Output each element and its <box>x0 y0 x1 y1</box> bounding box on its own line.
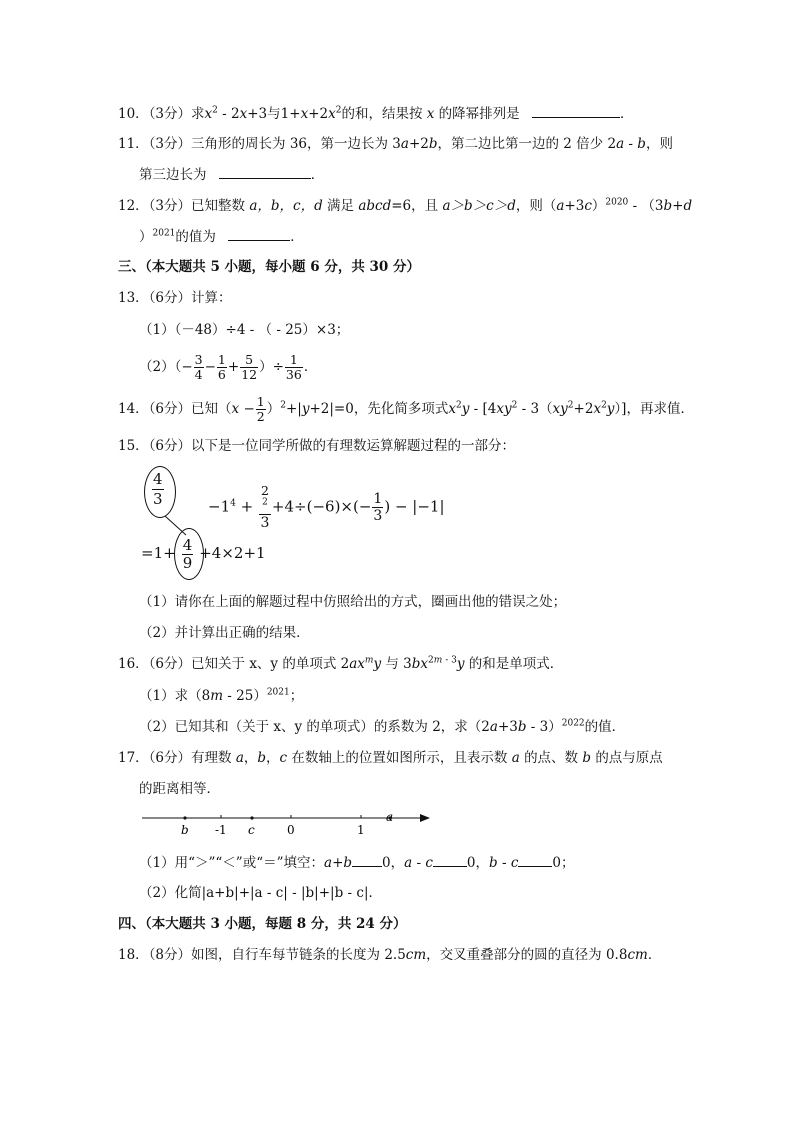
label-c: c <box>248 823 255 837</box>
text: 已知（ <box>191 401 232 417</box>
unit: cm <box>627 947 648 963</box>
section-4-title: 四、（本大题共 3 小题，每题 8 分，共 24 分） <box>118 916 407 932</box>
question-12-line2: ）$^{2021}$的值为 ． <box>139 226 304 247</box>
question-13-part2: （2）（− $\frac{3}{4}$ − $\frac{1}{6}$ + $\frac{5}{12}$ ）÷ $\frac{1}{36}$ ． <box>139 352 318 382</box>
text: - <box>624 136 638 152</box>
text: 第三边长为 <box>139 167 207 183</box>
text: 与 <box>267 106 281 122</box>
question-12: 12．（3分）已知整数 a，b，c，d 满足 abcd=6，且 a＞b＞c＞d，则$(a+3c)^{2020} - (3b+d$ <box>118 197 693 214</box>
score: （3分） <box>148 106 192 122</box>
text: ． <box>290 229 304 245</box>
question-number: 15． <box>118 438 149 454</box>
text: ，再求值． <box>626 401 694 417</box>
denominator: 3 <box>153 490 163 508</box>
question-number: 11． <box>118 136 149 152</box>
text: 的和，结果按 <box>341 106 423 122</box>
fraction <box>372 491 383 524</box>
question-number: 14． <box>118 401 149 417</box>
label-1: 1 <box>357 823 365 837</box>
denominator: 4 <box>194 367 203 382</box>
text: ，则（ <box>515 198 557 214</box>
denominator: 9 <box>182 553 193 572</box>
text: =1+ <box>141 544 176 562</box>
numerator: 5 <box>240 353 258 368</box>
inequality: a＞b＞c＞d <box>442 198 516 214</box>
text: ． <box>303 359 318 375</box>
score: （6分） <box>148 750 192 766</box>
exponent: 2020 <box>605 197 629 208</box>
question-17: 17．（6分）有理数 a，b，c 在数轴上的位置如图所示，且表示数 a 的点、数 b 的点与原点 <box>118 750 663 766</box>
question-16: 16．（6分）已知关于 x、y 的单项式 $2ax^my$ 与 $3bx^{2m - 3}y$ 的和是单项式． <box>118 655 564 672</box>
text: +2 <box>408 136 429 152</box>
text: 先化简多项式 <box>367 401 449 417</box>
text: ． <box>310 167 325 183</box>
text: 0， <box>382 855 405 871</box>
text: 以下是一位同学所做的有理数运算解题过程的一部分： <box>191 438 516 454</box>
text: （1）求（8 <box>139 688 211 704</box>
text: +4÷(−6)×(− <box>271 497 372 516</box>
text: 的点、数 <box>524 750 579 766</box>
text: 满足 <box>327 198 355 214</box>
text: 与 3 <box>385 656 412 672</box>
numerator: 4 <box>182 535 193 554</box>
arrow-icon <box>420 814 430 822</box>
text: −1 <box>208 497 231 516</box>
label-a: a <box>386 810 394 824</box>
text: 如图，自行车每节链条的长度为 2.5 <box>191 947 406 963</box>
score: （6分） <box>148 656 192 672</box>
fraction <box>259 484 271 531</box>
point-b <box>183 816 186 819</box>
text: （1）用“＞”“＜”或“＝”填空： <box>139 855 324 871</box>
text: 三角形的周长为 36，第一边长为 3 <box>191 136 401 152</box>
score: （8分） <box>148 947 192 963</box>
text: 的点与原点 <box>595 750 663 766</box>
fraction <box>182 537 194 572</box>
numerator: 3 <box>194 352 203 367</box>
denominator: 3 <box>373 508 383 524</box>
base: 2 <box>260 483 269 498</box>
section-3-title: 三、（本大题共 5 小题，每小题 6 分，共 30 分） <box>118 259 421 275</box>
question-number: 18． <box>118 947 149 963</box>
question-17-line2: 的距离相等． <box>139 781 220 797</box>
answer-blank[interactable] <box>518 852 552 867</box>
question-13-part1: （1）（－48）÷4 - （ - 25）×3； <box>139 322 350 338</box>
question-14: 14．（6分）已知（x − $\frac{1}{2}$ ）$^2$+|y+2|=0，先化简多项式$x^2y - [4xy^2 - 3(xy^2+2x^2y)]$，再求值． <box>118 394 694 424</box>
text: +3 <box>497 719 518 735</box>
denominator: 6 <box>217 367 226 382</box>
question-number: 16． <box>118 656 149 672</box>
numerator <box>259 484 271 515</box>
question-18 <box>118 945 661 965</box>
label-b: b <box>181 823 189 837</box>
score: （6分） <box>148 438 192 454</box>
text: ）÷ <box>259 359 284 375</box>
unit: cm <box>405 947 427 963</box>
score: （3分） <box>148 198 192 214</box>
question-16-part2: （2）已知其和（关于 x、y 的单项式）的系数为 2，求$(2a+3b - 3)^{2022}$的值． <box>139 718 626 735</box>
question-number: 10． <box>118 106 149 122</box>
text: 求 <box>191 106 205 122</box>
question-10: 10．（3分）求$x^2 - 2x+3$与$1+x+2x^2$的和，结果按 x 的降幂排列是 ． <box>118 103 633 124</box>
text: 0， <box>466 855 489 871</box>
text: - 25） <box>223 688 267 704</box>
text: 的值为 <box>175 229 216 245</box>
question-17-part2: （2）化简|a+b|+|a - c| - |b|+|b - c|． <box>139 885 382 901</box>
text: =6，且 <box>391 198 439 214</box>
variable: x <box>426 106 435 122</box>
text: ； <box>289 688 304 704</box>
text: ，则 <box>645 136 673 152</box>
text: ． <box>647 947 662 963</box>
exponent: 2 <box>262 497 268 508</box>
text: +4×2+1 <box>199 544 266 562</box>
question-16-part1: （1）求（8m - 25）$^{2021}$； <box>139 687 304 704</box>
text: 的值． <box>584 719 626 735</box>
point-c <box>250 816 253 819</box>
text: ． <box>619 106 634 122</box>
text: 的降幂排列是 <box>438 106 520 122</box>
text: 有理数 <box>191 750 232 766</box>
exponent: 4 <box>230 498 236 509</box>
question-number: 12． <box>118 198 149 214</box>
exponent: 2021 <box>266 687 290 698</box>
answer-blank[interactable] <box>433 852 467 867</box>
question-11: 11．（3分）三角形的周长为 36，第一边长为 3a+2b，第二边比第一边的 2 倍少 2a - b，则 <box>118 136 673 152</box>
text: 计算： <box>191 290 232 306</box>
text: （2）已知其和（关于 x、y 的单项式）的系数为 2，求（2 <box>139 719 490 735</box>
expression-line-1: $-1^4$ + 2 $^2$ 3 +4÷(−6)×(− $\frac{1}{3}$ ) − |−1| <box>208 483 445 531</box>
score: （3分） <box>148 136 192 152</box>
text: 的和是单项式． <box>468 656 564 672</box>
question-17-part1: （1）用“＞”“＜”或“＝”填空：a+b 0，a - c 0，b - c 0； <box>139 852 574 873</box>
score: （6分） <box>148 401 192 417</box>
question-number: 17． <box>118 750 149 766</box>
label-minus-1: -1 <box>215 823 227 837</box>
denominator: 2 <box>256 409 265 424</box>
numerator: 1 <box>285 353 303 368</box>
text: 已知整数 <box>191 198 246 214</box>
numerator: 1 <box>256 394 265 409</box>
variables: a，b，c，d <box>249 198 323 214</box>
denominator: 3 <box>260 515 270 531</box>
score: （6分） <box>148 290 192 306</box>
numerator: 4 <box>153 470 163 488</box>
question-15-part1: （1）请你在上面的解题过程中仿照给出的方式，圈画出他的错误之处； <box>139 594 567 610</box>
text: - 3） <box>526 719 562 735</box>
text: 在数轴上的位置如图所示，且表示数 <box>291 750 508 766</box>
answer-blank[interactable] <box>352 852 382 867</box>
question-number: 13． <box>118 290 149 306</box>
denominator: 36 <box>285 367 302 382</box>
numerator: 1 <box>373 491 383 507</box>
text: 0； <box>552 855 575 871</box>
text: 已知关于 x、y 的单项式 2 <box>191 656 350 672</box>
question-15-part2: （2）并计算出正确的结果． <box>139 625 310 641</box>
number-line <box>138 808 438 838</box>
label-0: 0 <box>287 823 295 837</box>
text: ，第二边比第一边的 2 倍少 2 <box>437 136 617 152</box>
exponent: 2022 <box>561 718 585 729</box>
text: （2）（ <box>139 359 182 375</box>
exponent: 2021 <box>152 228 176 239</box>
denominator: 12 <box>241 367 258 382</box>
variable: abcd <box>358 198 392 214</box>
text: ，交叉重叠部分的圆的直径为 0.8 <box>426 947 628 963</box>
expression-line-2 <box>141 536 266 572</box>
text: ) − |−1| <box>384 497 445 516</box>
numerator: 1 <box>217 352 226 367</box>
